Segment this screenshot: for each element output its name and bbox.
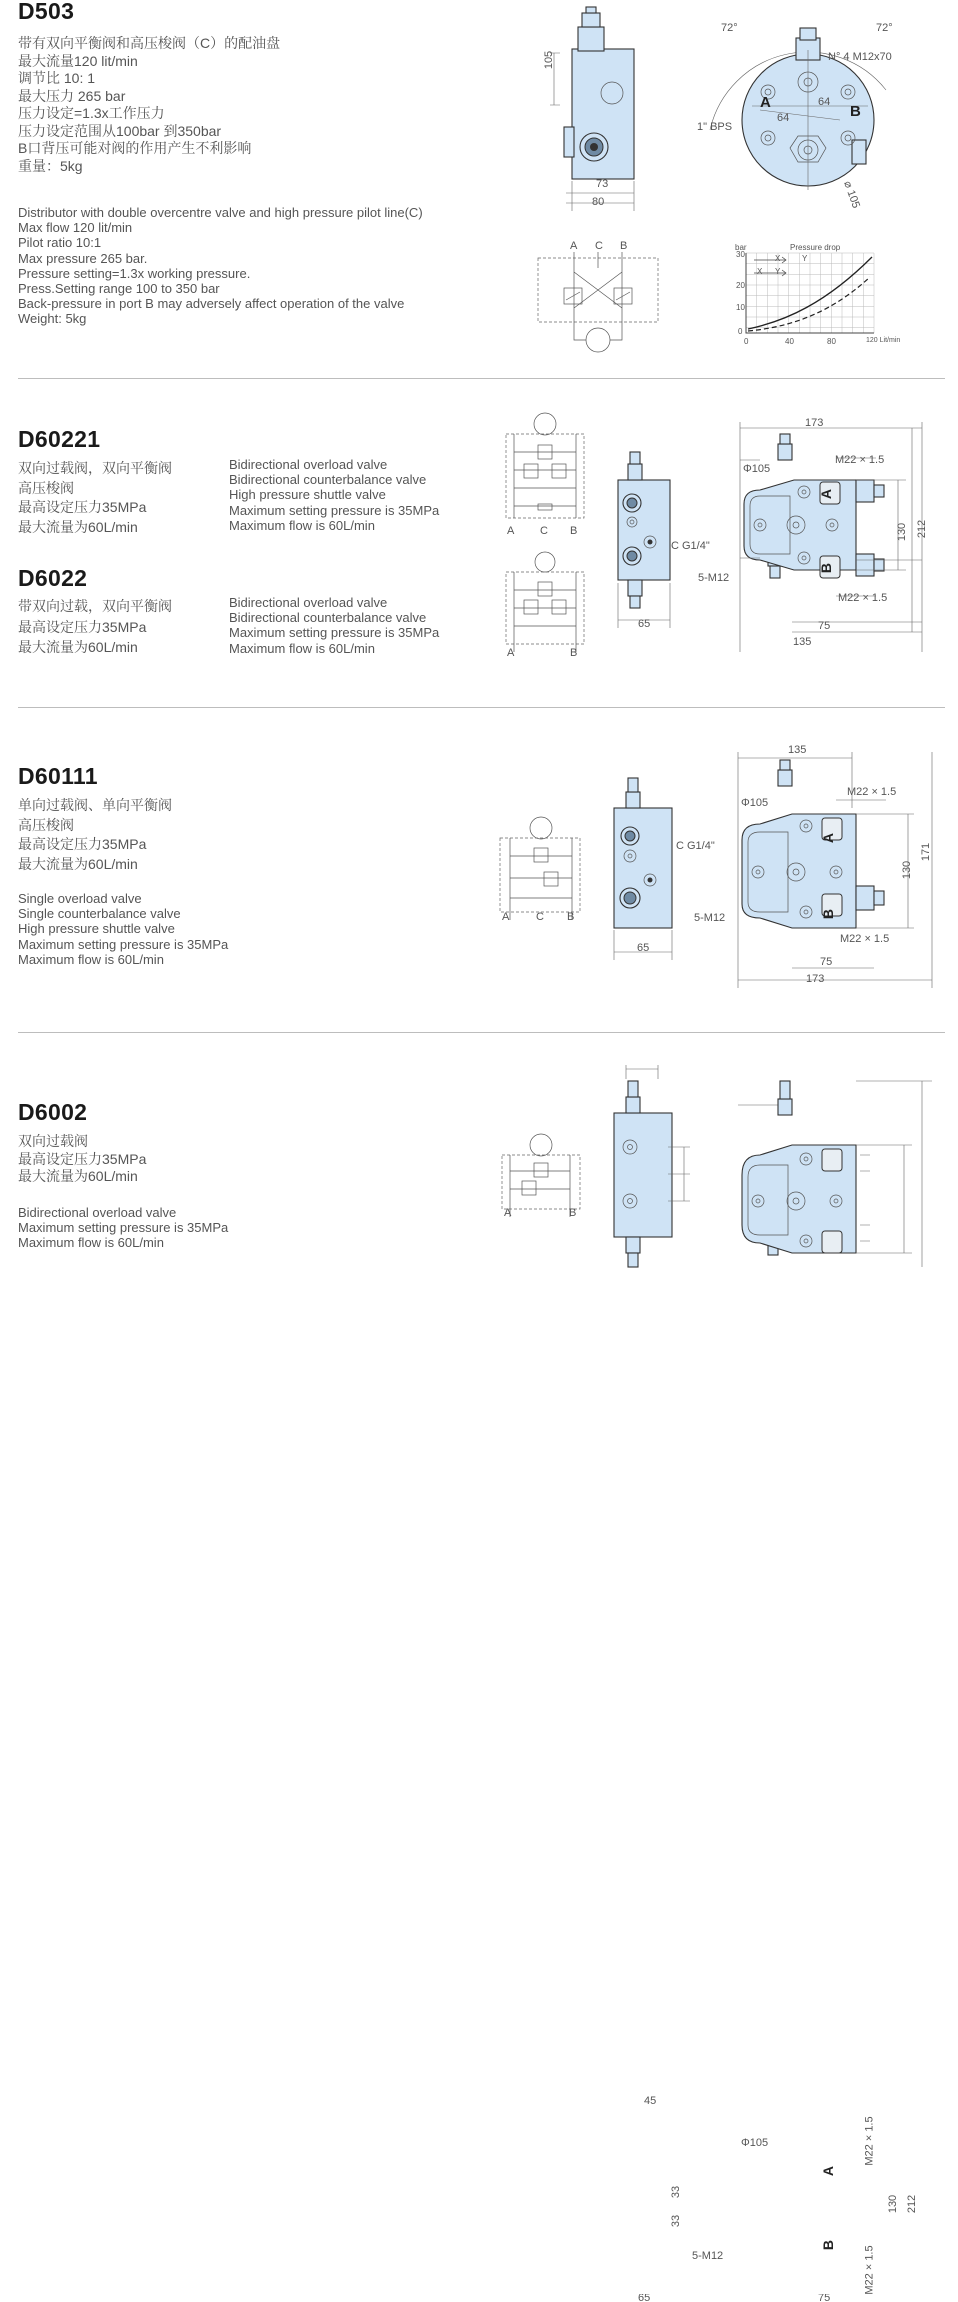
port-b-label: B [820, 908, 837, 920]
schematic-port-a: A [502, 911, 510, 923]
dim-top: 135 [788, 744, 807, 756]
en-line: Maximum setting pressure is 35MPa [229, 625, 440, 641]
cn-description [18, 35, 280, 175]
section-d60221 [0, 380, 958, 710]
y-tick: 10 [736, 303, 745, 312]
legend-y: Y [775, 267, 781, 276]
dim-64-a: 64 [818, 96, 831, 108]
section-d6002 [0, 1035, 958, 2302]
port-c-label: C G1/4" [671, 540, 710, 552]
dim-side-w: 65 [638, 2294, 651, 2302]
pressure-drop-graph [746, 253, 876, 335]
cn-description [18, 796, 172, 874]
en-description [18, 1205, 228, 1251]
dim-w1: 75 [820, 956, 833, 968]
side-view-drawing [612, 1065, 692, 1267]
dim-64-b: 64 [777, 112, 790, 124]
en-line: Bidirectional overload valve [18, 1205, 177, 1220]
en-line: Maximum flow is 60L/min [18, 951, 164, 967]
en-description [18, 891, 228, 967]
cn-line: 最大流量为60L/min [18, 518, 138, 535]
en-line: Maximum flow is 60L/min [229, 517, 375, 533]
section-divider [18, 378, 945, 379]
en-line: Single overload valve [18, 891, 142, 906]
en-line: Maximum setting pressure is 35MPa [18, 936, 229, 952]
port-a-label: A [820, 2165, 837, 2177]
cn-line: 最大流量为60L/min [18, 855, 138, 872]
schematic-port-c: C [536, 911, 544, 923]
hydraulic-schematic-1 [500, 412, 590, 530]
en-line: Single counterbalance valve [18, 906, 181, 922]
dim-dia: Φ105 [741, 2137, 769, 2149]
port-a-label: A [820, 832, 837, 844]
cn-line: 带双向过载，双向平衡阀 [18, 598, 172, 614]
schematic2-port-b: B [570, 647, 578, 659]
en-line: Maximum setting pressure is 35MPa [229, 502, 440, 518]
hydraulic-schematic-2 [500, 552, 590, 652]
cn-line: 高压梭阀 [18, 816, 74, 833]
port-a-label: A [818, 488, 835, 500]
en-description [18, 205, 423, 327]
cn-line: 最大流量120 lit/min [18, 52, 138, 69]
en-line: Bidirectional overload valve [229, 595, 388, 610]
en-line: Maximum flow is 60L/min [229, 640, 375, 656]
dim-m22-top: M22 × 1.5 [835, 454, 885, 466]
dim-h1: 130 [901, 860, 914, 880]
graph-unit: bar [735, 243, 747, 252]
en-line: Back-pressure in port B may adversely affect operation of the valve [18, 296, 405, 312]
section-divider [18, 707, 945, 708]
port-b-label: B [850, 103, 861, 120]
dim-w2: 173 [806, 973, 825, 985]
bps-spec: 1" BPS [697, 121, 733, 133]
y-tick: 20 [736, 281, 745, 290]
dim-h2: 171 [920, 842, 933, 862]
en-line: High pressure shuttle valve [18, 921, 175, 937]
dim-dia: Φ105 [743, 463, 771, 475]
schematic1-port-a: A [507, 525, 515, 537]
x-tick: 120 Lit/min [866, 337, 901, 344]
dim-h2: 212 [906, 2194, 919, 2214]
port-c-label: C G1/4" [676, 840, 715, 852]
legend-x: X [775, 254, 781, 263]
dim-h2: 212 [916, 519, 929, 539]
front-view-drawing [736, 1075, 936, 1267]
dim-top: 173 [805, 417, 824, 429]
en-line: Max pressure 265 bar. [18, 250, 148, 266]
distributor-front-drawing [690, 10, 920, 210]
port-b-label: B [820, 2239, 837, 2251]
cn-description-2 [18, 596, 172, 658]
cn-line: 重量：5kg [18, 157, 83, 174]
dim-bolts: 5-M12 [694, 912, 726, 924]
dim-side-w: 65 [638, 618, 651, 630]
cn-line: 压力设定范围从100bar 到350bar [18, 122, 222, 139]
schematic-port-b: B [567, 911, 575, 923]
schematic-port-b: B [620, 240, 628, 252]
cn-line: 调节比 10: 1 [18, 70, 96, 86]
schematic1-port-c: C [540, 525, 548, 537]
cn-line: 最大流量为60L/min [18, 1168, 138, 1184]
cn-line: 高压梭阀 [18, 479, 74, 496]
dim-w2: 80 [592, 196, 605, 208]
dim-h1: 130 [887, 2194, 900, 2214]
schematic-port-a: A [570, 240, 578, 252]
dim-dia: Φ105 [741, 797, 769, 809]
dim-m22-top: M22 × 1.5 [863, 2116, 876, 2166]
section-d60111 [0, 710, 958, 1035]
side-view-drawing [540, 5, 650, 215]
dim-side-d1: 33 [670, 2185, 683, 2199]
cn-line: 双向过载阀 [18, 1133, 88, 1149]
dim-m22-top: M22 × 1.5 [847, 786, 897, 798]
section-d503 [0, 0, 958, 380]
cn-line: B口背压可能对阀的作用产生不利影响 [18, 140, 252, 156]
port-b-label: B [818, 562, 835, 574]
port-a-label: A [760, 94, 771, 111]
cn-line: 最高设定压力35MPa [18, 1150, 147, 1167]
dim-h1: 130 [896, 522, 909, 542]
dim-bolts: 5-M12 [692, 2250, 724, 2262]
y-tick: 30 [736, 250, 745, 259]
cn-line: 最大流量为60L/min [18, 639, 138, 655]
schematic-port-a: A [504, 1207, 512, 1219]
en-line: Pilot ratio 10:1 [18, 235, 102, 251]
en-line: Bidirectional counterbalance valve [229, 610, 427, 626]
en-line: Weight: 5kg [18, 311, 87, 327]
bolt-spec: N° 4 M12x70 [828, 51, 892, 63]
model-title-2: D6022 [18, 565, 88, 591]
cn-line: 压力设定=1.3x工作压力 [18, 105, 165, 121]
dim-w1: 73 [596, 178, 609, 190]
model-title: D60111 [18, 763, 98, 789]
dim-height: 105 [543, 50, 556, 70]
en-line: High pressure shuttle valve [229, 487, 386, 503]
legend-x: X [757, 267, 763, 276]
cn-line: 最高设定压力35MPa [18, 618, 147, 635]
en-line: Pressure setting=1.3x working pressure. [18, 265, 251, 281]
x-tick: 40 [785, 337, 794, 346]
en-line: Max flow 120 lit/min [18, 220, 133, 236]
model-title: D60221 [18, 426, 101, 452]
x-tick: 0 [744, 337, 749, 346]
en-line: Press.Setting range 100 to 350 bar [18, 281, 220, 297]
section-divider [18, 1032, 945, 1033]
en-description [229, 457, 439, 533]
dim-bolts: 5-M12 [698, 572, 730, 584]
angle-left: 72° [721, 22, 738, 34]
dim-w2: 135 [793, 636, 812, 648]
schematic-port-c: C [595, 240, 603, 252]
hydraulic-schematic [496, 816, 586, 920]
schematic-port-b: B [569, 1207, 577, 1219]
legend-y: Y [802, 254, 808, 263]
en-line: Bidirectional overload valve [229, 457, 388, 472]
dim-m22-bottom: M22 × 1.5 [838, 592, 888, 604]
side-view-drawing [612, 770, 674, 960]
hydraulic-schematic [536, 252, 660, 352]
cn-line: 最高设定压力35MPa [18, 499, 147, 515]
cn-line: 单向过载阀、单向平衡阀 [18, 797, 172, 813]
en-line: Distributor with double overcentre valve and high pressure pilot line(C) [18, 205, 423, 220]
dim-side-d2: 33 [670, 2214, 683, 2228]
dim-w1: 75 [818, 620, 831, 632]
en-line: Maximum flow is 60L/min [18, 1235, 164, 1251]
dim-side-w: 65 [637, 942, 650, 954]
en-line: Maximum setting pressure is 35MPa [18, 1220, 229, 1236]
dim-w1: 75 [818, 2294, 831, 2302]
schematic2-port-a: A [507, 647, 515, 659]
angle-right: 72° [876, 22, 893, 34]
en-line: Bidirectional counterbalance valve [229, 472, 427, 488]
model-title: D503 [18, 0, 75, 24]
cn-description [18, 1133, 146, 1186]
dim-m22-bottom: M22 × 1.5 [863, 2245, 876, 2295]
cn-line: 最大压力 265 bar [18, 87, 126, 104]
cn-line: 最高设定压力35MPa [18, 836, 147, 852]
schematic1-port-b: B [570, 525, 578, 537]
dim-side-top: 45 [644, 2095, 657, 2107]
en-description-2 [229, 595, 439, 656]
cn-description [18, 459, 172, 537]
cn-line: 双向过载阀，双向平衡阀 [18, 460, 172, 476]
side-view-drawing [612, 448, 672, 638]
y-tick: 0 [738, 327, 743, 336]
hydraulic-schematic [498, 1133, 584, 1217]
cn-line: 带有双向平衡阀和高压梭阀（C）的配油盘 [18, 35, 281, 51]
model-title: D6002 [18, 1099, 88, 1125]
x-tick: 80 [827, 337, 836, 346]
dim-diameter: ⌀ 105 [841, 179, 862, 210]
graph-title: Pressure drop [790, 243, 841, 252]
dim-m22-bottom: M22 × 1.5 [840, 933, 890, 945]
